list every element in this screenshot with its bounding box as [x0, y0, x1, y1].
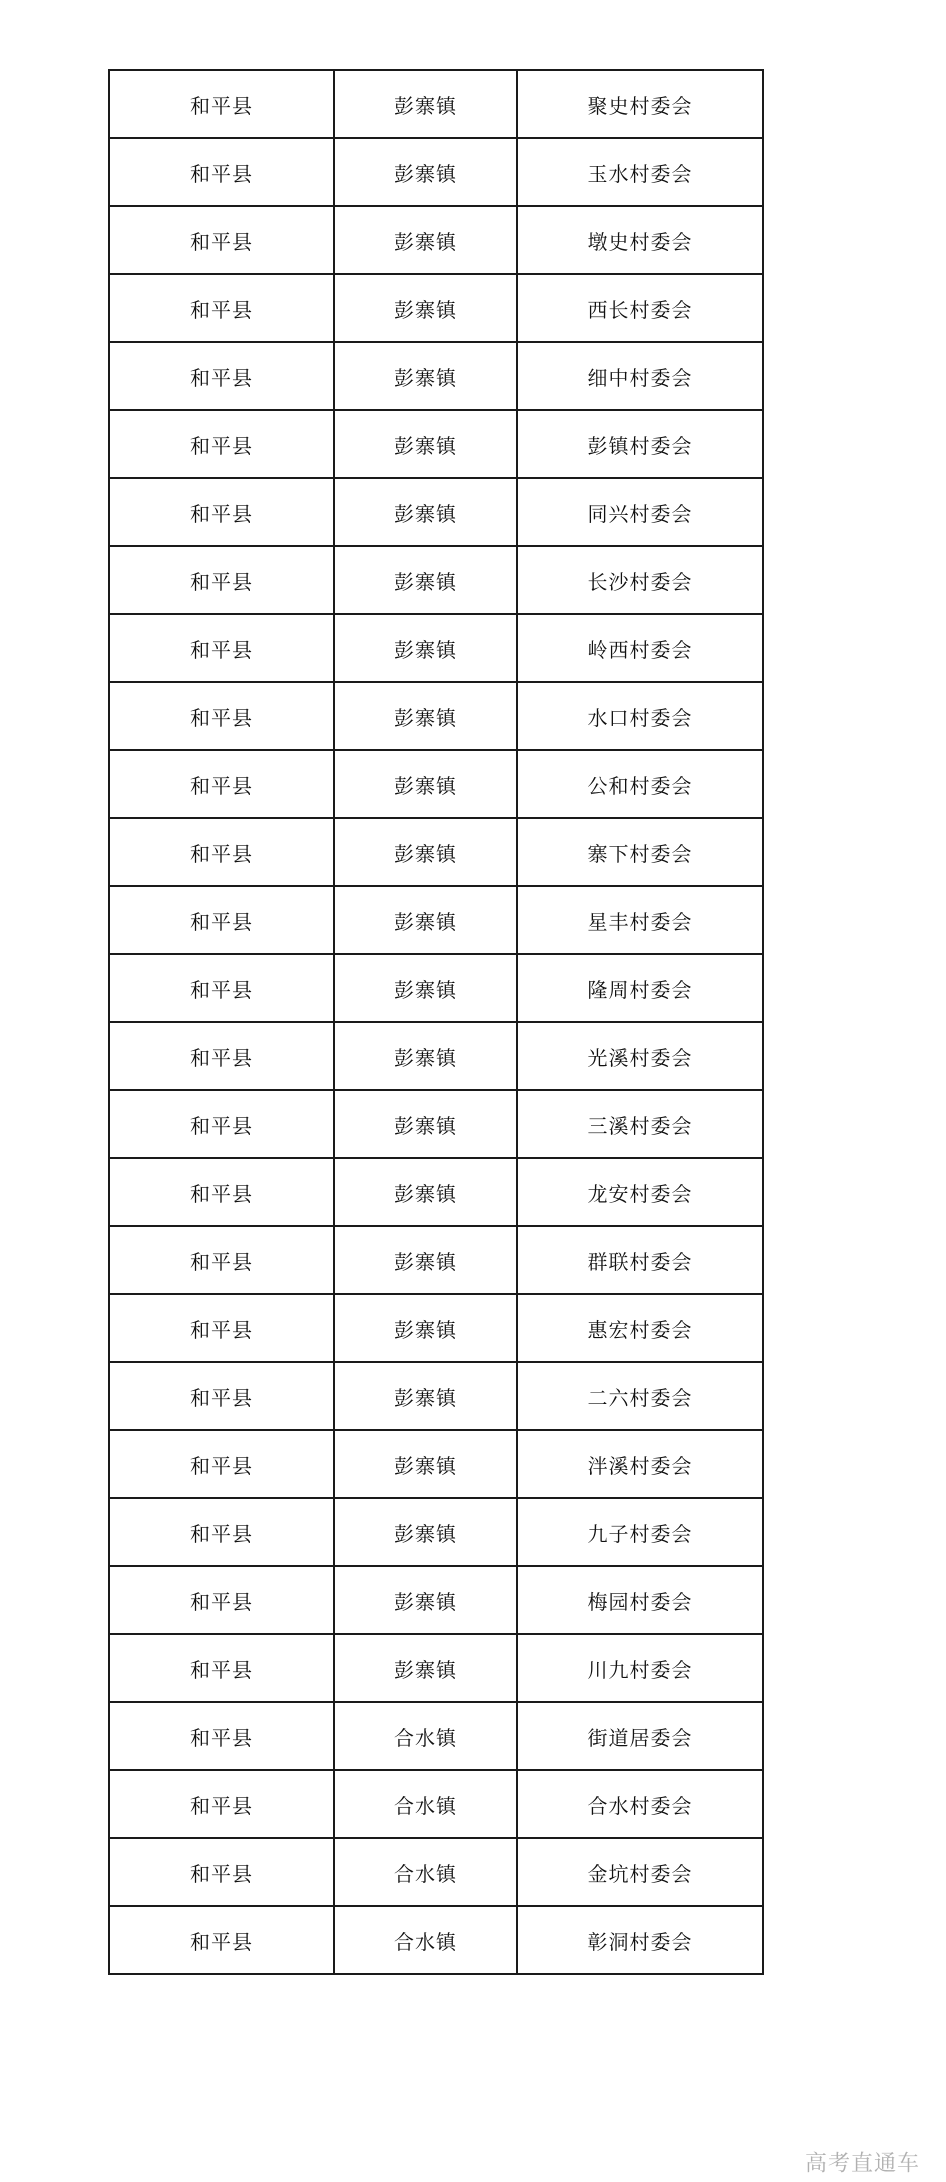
county-cell: 和平县 — [109, 206, 334, 274]
watermark-text: 高考直通车 — [804, 2151, 920, 2177]
town-cell: 彭寨镇 — [334, 1498, 517, 1566]
town-cell: 彭寨镇 — [334, 1294, 517, 1362]
table-row — [109, 1770, 763, 1838]
town-cell: 彭寨镇 — [334, 1090, 517, 1158]
table-row — [109, 1566, 763, 1634]
county-cell: 和平县 — [109, 1906, 334, 1974]
county-cell: 和平县 — [109, 818, 334, 886]
town-cell: 彭寨镇 — [334, 954, 517, 1022]
county-cell: 和平县 — [109, 750, 334, 818]
table-row — [109, 138, 763, 206]
county-cell: 和平县 — [109, 954, 334, 1022]
table-row — [109, 478, 763, 546]
town-cell: 彭寨镇 — [334, 1158, 517, 1226]
county-cell: 和平县 — [109, 1430, 334, 1498]
village-committee-cell: 彭镇村委会 — [517, 410, 763, 478]
table-row — [109, 614, 763, 682]
village-committee-cell: 玉水村委会 — [517, 138, 763, 206]
table-row — [109, 70, 763, 138]
village-committee-cell: 寨下村委会 — [517, 818, 763, 886]
county-cell: 和平县 — [109, 1362, 334, 1430]
county-cell: 和平县 — [109, 1634, 334, 1702]
village-list-table — [108, 69, 764, 1975]
county-cell: 和平县 — [109, 1294, 334, 1362]
village-committee-cell: 公和村委会 — [517, 750, 763, 818]
village-committee-cell: 群联村委会 — [517, 1226, 763, 1294]
village-committee-cell: 泮溪村委会 — [517, 1430, 763, 1498]
county-cell: 和平县 — [109, 1702, 334, 1770]
village-committee-cell: 街道居委会 — [517, 1702, 763, 1770]
village-committee-cell: 龙安村委会 — [517, 1158, 763, 1226]
village-committee-cell: 西长村委会 — [517, 274, 763, 342]
table-row — [109, 1702, 763, 1770]
town-cell: 彭寨镇 — [334, 818, 517, 886]
village-committee-cell: 岭西村委会 — [517, 614, 763, 682]
town-cell: 彭寨镇 — [334, 138, 517, 206]
county-cell: 和平县 — [109, 274, 334, 342]
table-row — [109, 206, 763, 274]
table-row — [109, 1294, 763, 1362]
village-committee-cell: 三溪村委会 — [517, 1090, 763, 1158]
county-cell: 和平县 — [109, 682, 334, 750]
town-cell: 彭寨镇 — [334, 478, 517, 546]
table-row — [109, 1226, 763, 1294]
town-cell: 合水镇 — [334, 1770, 517, 1838]
table-row — [109, 1498, 763, 1566]
town-cell: 彭寨镇 — [334, 682, 517, 750]
village-committee-cell: 长沙村委会 — [517, 546, 763, 614]
county-cell: 和平县 — [109, 1770, 334, 1838]
town-cell: 彭寨镇 — [334, 546, 517, 614]
county-cell: 和平县 — [109, 1566, 334, 1634]
town-cell: 彭寨镇 — [334, 1226, 517, 1294]
county-cell: 和平县 — [109, 1838, 334, 1906]
table-row — [109, 1838, 763, 1906]
table-row — [109, 818, 763, 886]
town-cell: 彭寨镇 — [334, 410, 517, 478]
table-row — [109, 886, 763, 954]
table-row — [109, 342, 763, 410]
village-committee-cell: 梅园村委会 — [517, 1566, 763, 1634]
county-cell: 和平县 — [109, 138, 334, 206]
table-row — [109, 682, 763, 750]
village-committee-cell: 细中村委会 — [517, 342, 763, 410]
village-committee-cell: 聚史村委会 — [517, 70, 763, 138]
village-committee-cell: 金坑村委会 — [517, 1838, 763, 1906]
town-cell: 彭寨镇 — [334, 886, 517, 954]
county-cell: 和平县 — [109, 478, 334, 546]
town-cell: 彭寨镇 — [334, 342, 517, 410]
county-cell: 和平县 — [109, 614, 334, 682]
county-cell: 和平县 — [109, 1498, 334, 1566]
town-cell: 彭寨镇 — [334, 1362, 517, 1430]
town-cell: 彭寨镇 — [334, 1634, 517, 1702]
table-row — [109, 1362, 763, 1430]
village-committee-cell: 九子村委会 — [517, 1498, 763, 1566]
village-committee-cell: 光溪村委会 — [517, 1022, 763, 1090]
table-row — [109, 410, 763, 478]
village-committee-cell: 合水村委会 — [517, 1770, 763, 1838]
table-row — [109, 274, 763, 342]
county-cell: 和平县 — [109, 886, 334, 954]
county-cell: 和平县 — [109, 1022, 334, 1090]
village-committee-cell: 二六村委会 — [517, 1362, 763, 1430]
town-cell: 彭寨镇 — [334, 70, 517, 138]
county-cell: 和平县 — [109, 1226, 334, 1294]
table-row — [109, 1022, 763, 1090]
town-cell: 彭寨镇 — [334, 614, 517, 682]
table-row — [109, 1090, 763, 1158]
village-committee-cell: 隆周村委会 — [517, 954, 763, 1022]
town-cell: 彭寨镇 — [334, 1566, 517, 1634]
table-row — [109, 750, 763, 818]
village-committee-cell: 水口村委会 — [517, 682, 763, 750]
town-cell: 彭寨镇 — [334, 1022, 517, 1090]
town-cell: 合水镇 — [334, 1906, 517, 1974]
village-committee-cell: 川九村委会 — [517, 1634, 763, 1702]
table-row — [109, 546, 763, 614]
county-cell: 和平县 — [109, 70, 334, 138]
town-cell: 彭寨镇 — [334, 206, 517, 274]
county-cell: 和平县 — [109, 1158, 334, 1226]
county-cell: 和平县 — [109, 1090, 334, 1158]
town-cell: 合水镇 — [334, 1838, 517, 1906]
town-cell: 合水镇 — [334, 1702, 517, 1770]
town-cell: 彭寨镇 — [334, 1430, 517, 1498]
table-row — [109, 1634, 763, 1702]
table-row — [109, 1430, 763, 1498]
county-cell: 和平县 — [109, 546, 334, 614]
village-committee-cell: 星丰村委会 — [517, 886, 763, 954]
table-row — [109, 1906, 763, 1974]
village-committee-cell: 惠宏村委会 — [517, 1294, 763, 1362]
village-committee-cell: 同兴村委会 — [517, 478, 763, 546]
village-committee-cell: 彰洞村委会 — [517, 1906, 763, 1974]
table-row — [109, 954, 763, 1022]
table-body — [109, 70, 763, 1974]
village-committee-cell: 墩史村委会 — [517, 206, 763, 274]
county-cell: 和平县 — [109, 342, 334, 410]
table-row — [109, 1158, 763, 1226]
town-cell: 彭寨镇 — [334, 750, 517, 818]
county-cell: 和平县 — [109, 410, 334, 478]
town-cell: 彭寨镇 — [334, 274, 517, 342]
